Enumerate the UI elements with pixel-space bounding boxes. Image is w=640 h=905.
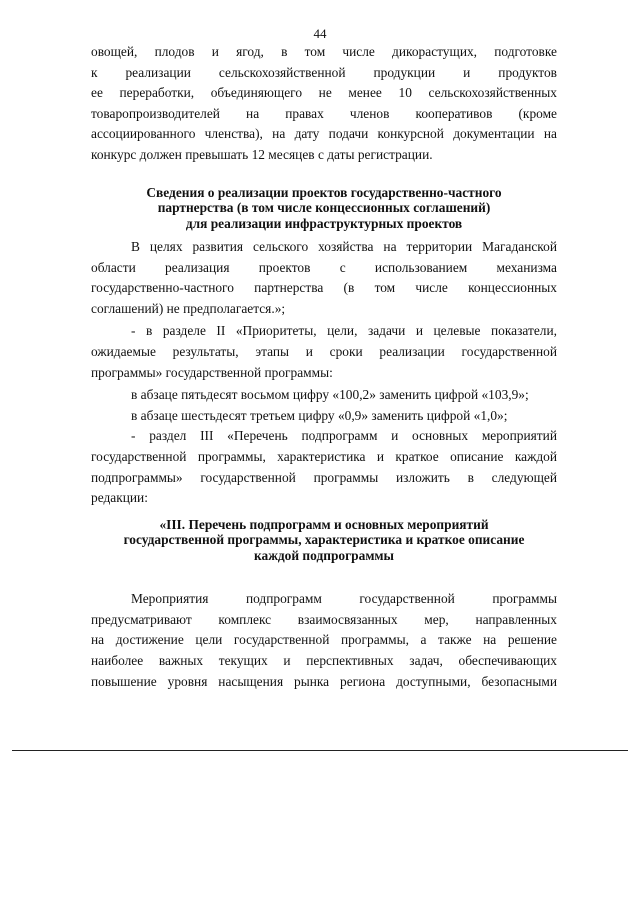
text-line: государственной программы, характеристика и краткое описание каждой — [91, 449, 557, 464]
heading-line: для реализации инфраструктурных проектов — [185, 215, 463, 231]
text-line: области реализация проектов с использованием механизма — [91, 259, 557, 275]
text-line: наиболее важных текущих и перспективных задач, обеспечивающих — [91, 653, 557, 669]
heading-line: партнерства (в том числе концессионных соглашений) — [157, 200, 491, 216]
heading-line: каждой подпрограммы — [253, 547, 395, 563]
text-line: повышение уровня насыщения рынка региона доступными, безопасными — [91, 673, 557, 689]
text-line: к реализации сельскохозяйственной продукции и продуктов — [91, 64, 557, 80]
text-line: соглашений) не предполагается.»; — [91, 300, 286, 316]
paragraph-58-amendment: в абзаце пятьдесят восьмом цифру «100,2» заменить цифрой «103,9»; — [131, 387, 529, 403]
text-line: - раздел III «Перечень подпрограмм и основных мероприятий — [131, 428, 557, 444]
measures-paragraph — [91, 589, 557, 692]
text-line: на достижение цели государственной программы, а также на решение — [91, 632, 557, 648]
text-line: ее переработки, объединяющего не менее 10 сельскохозяйственных — [91, 85, 557, 101]
page-number: 44 — [313, 26, 327, 41]
text-line: товаропроизводителей на правах членов кооперативов (кроме — [91, 105, 557, 121]
text-line: ожидаемые результаты, этапы и сроки реализации государственной — [91, 344, 557, 360]
ppp-section-heading — [91, 185, 557, 232]
section3-heading — [91, 517, 557, 564]
paragraph-63-amendment: в абзаце шестьдесят третьем цифру «0,9» заменить цифрой «1,0»; — [131, 407, 508, 423]
heading-line: государственной программы, характеристика и краткое описание — [123, 532, 525, 548]
text-line: подпрограммы» государственной программы изложить в следующей — [91, 469, 557, 485]
text-line: Мероприятия подпрограмм государственной программы — [131, 591, 557, 607]
page-bottom-rule — [12, 750, 628, 751]
document-body — [91, 42, 557, 692]
text-line: ассоциированного членства), на дату подачи конкурсной документации на — [91, 126, 557, 142]
text-line: конкурс должен превышать 12 месяцев с даты регистрации. — [91, 146, 433, 162]
text-line: программы» государственной программы: — [91, 364, 333, 380]
text-line: предусматривают комплекс взаимосвязанных мер, направленных — [91, 611, 557, 627]
text-line: государственно-частного партнерства (в том числе концессионных — [91, 280, 557, 296]
text-line: редакции: — [91, 490, 148, 506]
heading-line: «III. Перечень подпрограмм и основных мероприятий — [159, 516, 489, 532]
ppp-paragraph — [91, 237, 557, 319]
text-line: - в разделе II «Приоритеты, цели, задачи и целевые показатели, — [131, 323, 557, 339]
section3-paragraph — [91, 426, 557, 508]
section2-paragraph — [91, 321, 557, 383]
intro-paragraph — [91, 42, 557, 166]
text-line: В целях развития сельского хозяйства на территории Магаданской — [131, 239, 557, 255]
text-line: овощей, плодов и ягод, в том числе дикорастущих, подготовке — [91, 44, 557, 59]
heading-line: Сведения о реализации проектов государственно-частного — [146, 184, 502, 200]
